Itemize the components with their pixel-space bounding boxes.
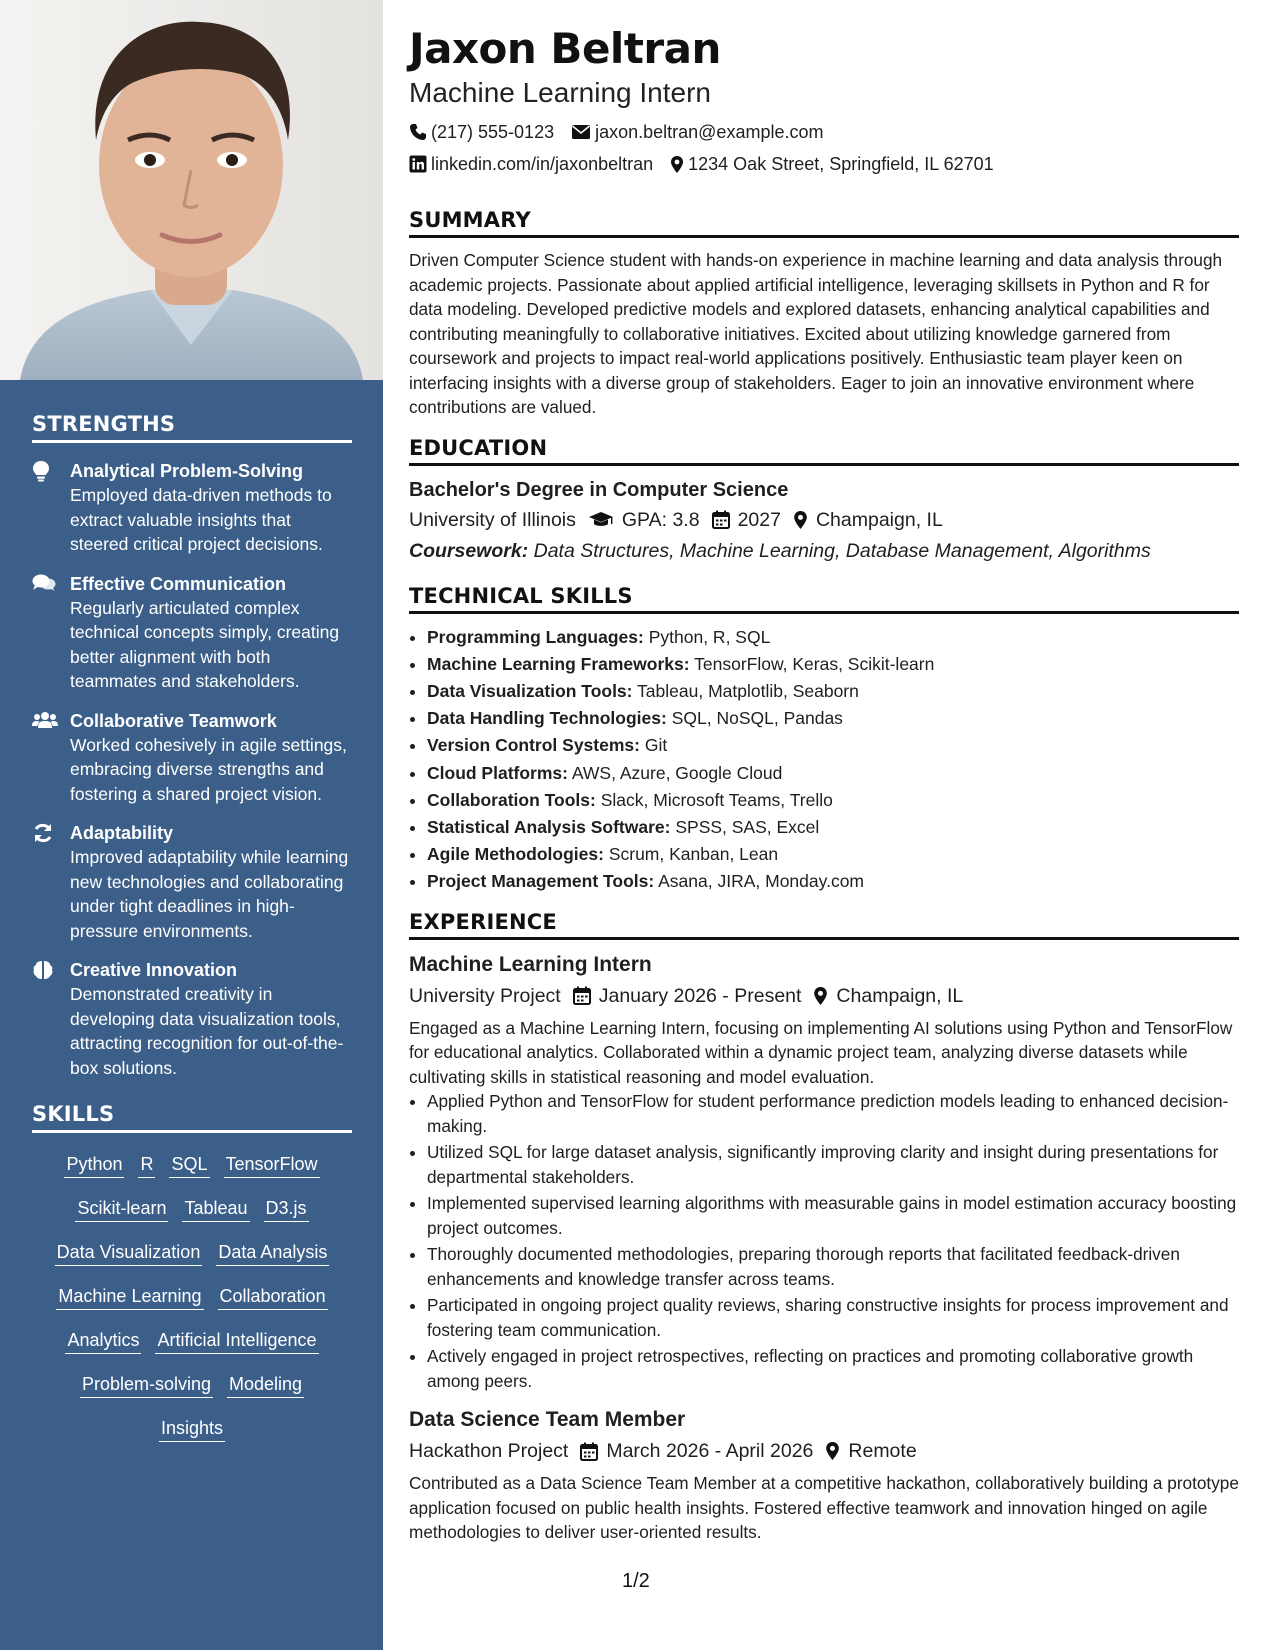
skill-category: Collaboration Tools: [427,789,596,810]
skill-category: Programming Languages: [427,626,644,647]
map-marker-icon [825,1441,840,1461]
list-item [427,624,1239,651]
skill-tag: Artificial Intelligence [155,1329,318,1354]
job-title: Machine Learning Intern [409,952,652,976]
skill-tag: Problem-solving [80,1373,213,1398]
education-location-item [793,504,943,536]
profile-photo [0,0,383,380]
strength-title: Adaptability [70,823,174,843]
experience-heading: EXPERIENCE [409,910,1239,940]
skill-category: Machine Learning Frameworks: [427,653,690,674]
job-location: Remote [848,1440,917,1463]
strength-item [32,709,352,807]
strength-item [32,459,352,557]
users-icon [32,709,70,807]
skill-values: TensorFlow, Keras, Scikit-learn [694,653,935,674]
skill-tag: R [138,1153,155,1178]
skill-tag: Collaboration [218,1285,328,1310]
list-item [427,678,1239,705]
job-dates: January 2026 - Present [598,984,802,1007]
job-bullets [409,1089,1239,1393]
coursework-label: Coursework: [409,539,529,562]
skill-tag: TensorFlow [224,1153,320,1178]
technical-skills-heading: TECHNICAL SKILLS [409,584,1239,614]
candidate-name: Jaxon Beltran [409,24,721,73]
envelope-icon [571,124,591,140]
job-organization: University Project [409,984,561,1007]
list-item [427,651,1239,678]
education-location: Champaign, IL [815,508,943,531]
strength-item [32,958,352,1080]
list-item: • Actively engaged in project retrospectives, reflecting on practices and promoting collaborative growth among peers. [427,1344,1239,1393]
lightbulb-icon [32,459,70,557]
skills-heading: SKILLS [32,1102,352,1133]
list-item [427,732,1239,759]
calendar-icon [712,510,730,529]
list-item [427,841,1239,868]
skill-tag: Python [64,1153,124,1178]
coursework-list: Data Structures, Machine Learning, Database Management, Algorithms [533,539,1151,562]
map-marker-icon [793,510,808,530]
job-location-item [813,980,963,1012]
list-item: • Participated in ongoing project quality reviews, sharing constructive insights for process improvement and fostering team communication. [427,1293,1239,1342]
job-organization: Hackathon Project [409,1440,569,1463]
job-description: Contributed as a Data Science Team Member at a competitive hackathon, collaboratively building a prototype application focused on public health insights. Fostered effective teamwork and innovation hinged on agile methodologies to deliver user-oriented results. [409,1473,1239,1543]
job-entry [409,1405,1239,1545]
portrait-illustration [0,0,383,380]
strengths-heading: STRENGTHS [32,412,352,443]
contact-line-2 [409,148,1239,180]
skill-tag: Data Visualization [55,1241,203,1266]
street-address: 1234 Oak Street, Springfield, IL 62701 [688,154,994,174]
gpa-value: GPA: 3.8 [621,508,700,531]
linkedin-icon [409,155,427,173]
job-meta [409,980,1239,1012]
strength-item [32,572,352,694]
map-marker-icon [813,986,828,1006]
skill-values: SQL, NoSQL, Pandas [671,708,843,729]
skill-category: Data Visualization Tools: [427,680,633,701]
skill-values: Slack, Microsoft Teams, Trello [600,789,833,810]
calendar-icon [580,1442,598,1461]
email-contact[interactable] [571,116,823,148]
list-item [427,705,1239,732]
education-meta [409,504,1239,536]
phone-contact[interactable] [409,116,554,148]
strength-description: Worked cohesively in agile settings, embracing diverse strengths and fostering a shared project vision. [70,734,347,804]
strength-title: Effective Communication [70,573,287,594]
skill-tag: Scikit-learn [75,1197,168,1222]
job-entry [409,950,1239,1394]
technical-skills-list [409,624,1239,896]
year-item [712,504,781,536]
list-item [427,760,1239,787]
comments-icon [32,572,70,694]
skill-tag: Tableau [182,1197,249,1222]
list-item: • Implemented supervised learning algorithms with measurable gains in model estimation accuracy boosting project outcomes. [427,1191,1239,1240]
gpa-item [588,504,700,536]
strength-title: Analytical Problem-Solving [70,461,304,481]
job-dates-item [580,1435,813,1467]
sidebar [0,0,383,1650]
list-item [427,814,1239,841]
list-item [427,787,1239,814]
strength-description: Demonstrated creativity in developing data visualization tools, attracting recognition for out-of-the-box solutions. [70,984,344,1078]
list-item [427,868,1239,895]
skill-values: Git [644,735,668,756]
strength-description: Employed data-driven methods to extract valuable insights that steered critical project decisions. [70,485,332,554]
skill-category: Version Control Systems: [427,735,640,756]
school-label: University of Illinois [409,508,576,531]
skill-values: Tableau, Matplotlib, Seaborn [637,680,859,701]
skill-tag: Modeling [227,1373,304,1398]
skill-category: Data Handling Technologies: [427,708,667,729]
phone-icon [409,123,427,141]
calendar-icon [573,986,591,1005]
skill-values: Python, R, SQL [648,626,771,647]
job-location: Champaign, IL [836,984,964,1007]
main-content [409,22,1239,1545]
skill-tag: Insights [159,1417,225,1442]
strength-description: Regularly articulated complex technical concepts simply, creating better alignment with both teammates and stakeholders. [70,597,340,691]
list-item: • Thoroughly documented methodologies, preparing thorough reports that facilitated feedback-driven enhancements and knowledge transfer across teams. [427,1242,1239,1291]
linkedin-url: linkedin.com/in/jaxonbeltran [431,154,654,174]
summary-text: Driven Computer Science student with hands-on experience in machine learning and data analysis through academic projects. Passionate about applied artificial intelligence, leveraging skillsets in Python and R for data modeling. Developed predictive models and explored datasets, enhancing analytical capabilities and contributing meaningfully to collaborative initiatives. Excited about utilizing knowledge garnered from coursework and projects to impact real-world applications positively. Enthusiastic team player keen on interfacing insights with a diverse group of stakeholders. Eager to join an innovative environment where contributions are valued. [409,250,1223,417]
strength-description: Improved adaptability while learning new technologies and collaborating under tight deadlines in high-pressure environments. [70,847,349,941]
coursework-line [409,536,1239,566]
phone-number: (217) 555-0123 [431,122,555,142]
skill-tag: Analytics [65,1329,141,1354]
skill-tag: Data Analysis [216,1241,329,1266]
skill-category: Cloud Platforms: [427,762,568,783]
address-contact [670,148,994,180]
skill-values: Asana, JIRA, Monday.com [658,871,864,892]
candidate-title: Machine Learning Intern [409,77,711,108]
job-location-item [825,1435,916,1467]
contact-line-1 [409,116,1239,148]
strength-title: Creative Innovation [70,960,238,980]
job-dates-item [573,980,802,1012]
skill-tag: Machine Learning [56,1285,203,1310]
job-description: Engaged as a Machine Learning Intern, focusing on implementing AI solutions using Python and TensorFlow for educational analytics. Collaborated within a dynamic project team, analyzing diverse datasets while cultivating skills in statistical reasoning and model evaluation. [409,1017,1233,1087]
email-address: jaxon.beltran@example.com [595,122,824,142]
brain-icon [32,958,70,1080]
strength-item [32,821,352,943]
skill-category: Agile Methodologies: [427,844,604,865]
job-title: Data Science Team Member [409,1408,686,1432]
graduation-year: 2027 [737,508,781,531]
summary-heading: SUMMARY [409,208,1239,238]
skill-values: AWS, Azure, Google Cloud [571,762,783,783]
skills-tags [32,1149,352,1461]
skill-tag: D3.js [264,1197,309,1222]
job-dates: March 2026 - April 2026 [606,1440,814,1463]
map-marker-icon [670,155,684,174]
degree-title: Bachelor's Degree in Computer Science [409,478,789,501]
list-item: • Applied Python and TensorFlow for student performance prediction models leading to enhanced decision-making. [427,1089,1239,1138]
job-meta [409,1435,1239,1467]
graduation-cap-icon [588,511,614,529]
skill-tag: SQL [169,1153,209,1178]
school-name [409,504,576,536]
skill-values: SPSS, SAS, Excel [675,816,820,837]
skill-category: Project Management Tools: [427,871,655,892]
page-number: 1/2 [622,1570,650,1592]
sync-icon [32,821,70,943]
skill-values: Scrum, Kanban, Lean [608,844,779,865]
skill-category: Statistical Analysis Software: [427,816,671,837]
list-item: • Utilized SQL for large dataset analysis, significantly improving clarity and insight during presentations for departmental stakeholders. [427,1140,1239,1189]
education-heading: EDUCATION [409,436,1239,466]
linkedin-contact[interactable] [409,148,653,180]
strength-title: Collaborative Teamwork [70,710,277,731]
